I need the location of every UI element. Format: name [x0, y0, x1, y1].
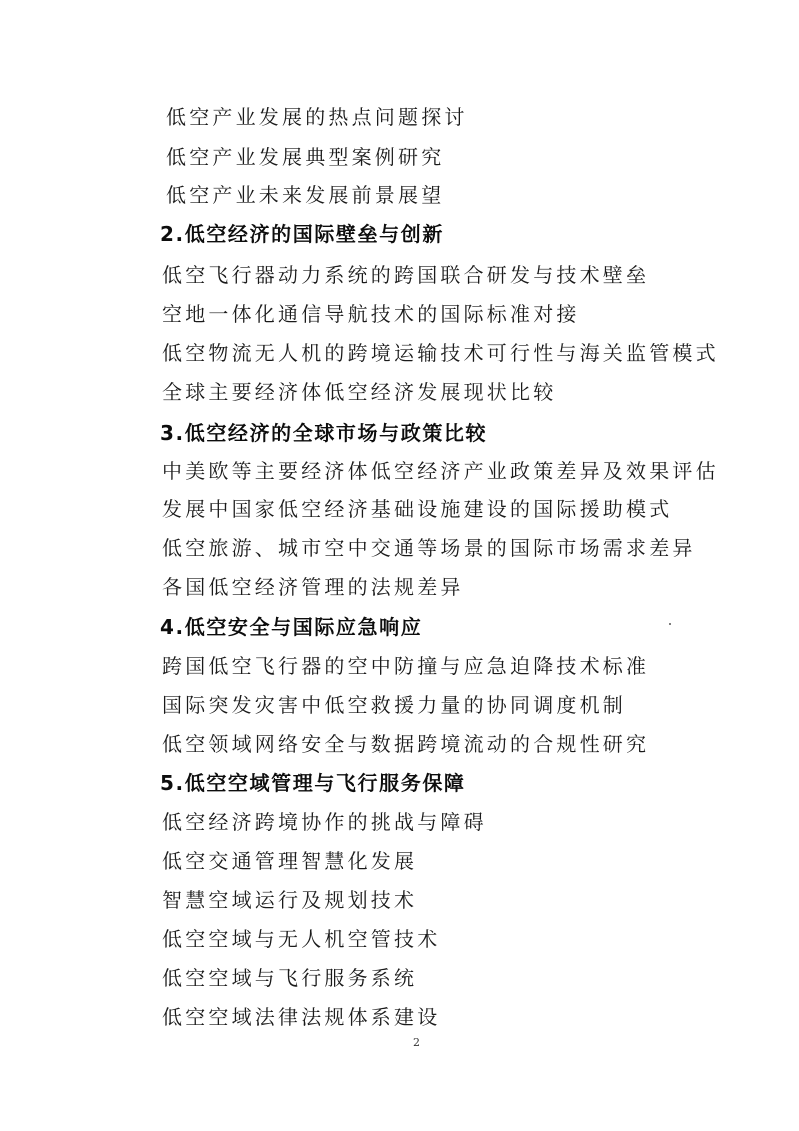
scan-speck — [669, 623, 671, 625]
section-heading: 4.低空安全与国际应急响应 — [160, 615, 423, 639]
section-heading: 5.低空空域管理与飞行服务保障 — [160, 771, 466, 795]
section-heading: 3.低空经济的全球市场与政策比较 — [160, 421, 488, 445]
list-item: 全球主要经济体低空经济发展现状比较 — [162, 380, 557, 404]
list-item: 国际突发灾害中低空救援力量的协同调度机制 — [162, 693, 626, 717]
section-heading: 2.低空经济的国际壁垒与创新 — [160, 222, 444, 246]
list-item: 低空空域与无人机空管技术 — [162, 927, 441, 951]
list-item: 低空旅游、城市空中交通等场景的国际市场需求差异 — [162, 536, 696, 560]
list-item: 低空空域与飞行服务系统 — [162, 966, 418, 990]
list-item: 空地一体化通信导航技术的国际标准对接 — [162, 302, 580, 326]
list-item: 低空产业发展典型案例研究 — [166, 145, 445, 169]
list-item: 低空产业发展的热点问题探讨 — [166, 105, 468, 129]
list-item: 跨国低空飞行器的空中防撞与应急迫降技术标准 — [162, 654, 650, 678]
list-item: 中美欧等主要经济体低空经济产业政策差异及效果评估 — [162, 459, 719, 483]
list-item: 智慧空域运行及规划技术 — [162, 888, 418, 912]
list-item: 低空空域法律法规体系建设 — [162, 1005, 441, 1029]
list-item: 低空交通管理智慧化发展 — [162, 849, 418, 873]
list-item: 低空经济跨境协作的挑战与障碍 — [162, 810, 487, 834]
page-number: 2 — [413, 1036, 420, 1049]
list-item: 低空飞行器动力系统的跨国联合研发与技术壁垒 — [162, 263, 650, 287]
list-item: 低空领域网络安全与数据跨境流动的合规性研究 — [162, 732, 650, 756]
list-item: 发展中国家低空经济基础设施建设的国际援助模式 — [162, 497, 673, 521]
list-item: 低空物流无人机的跨境运输技术可行性与海关监管模式 — [162, 341, 719, 365]
list-item: 各国低空经济管理的法规差异 — [162, 575, 464, 599]
list-item: 低空产业未来发展前景展望 — [166, 183, 445, 207]
